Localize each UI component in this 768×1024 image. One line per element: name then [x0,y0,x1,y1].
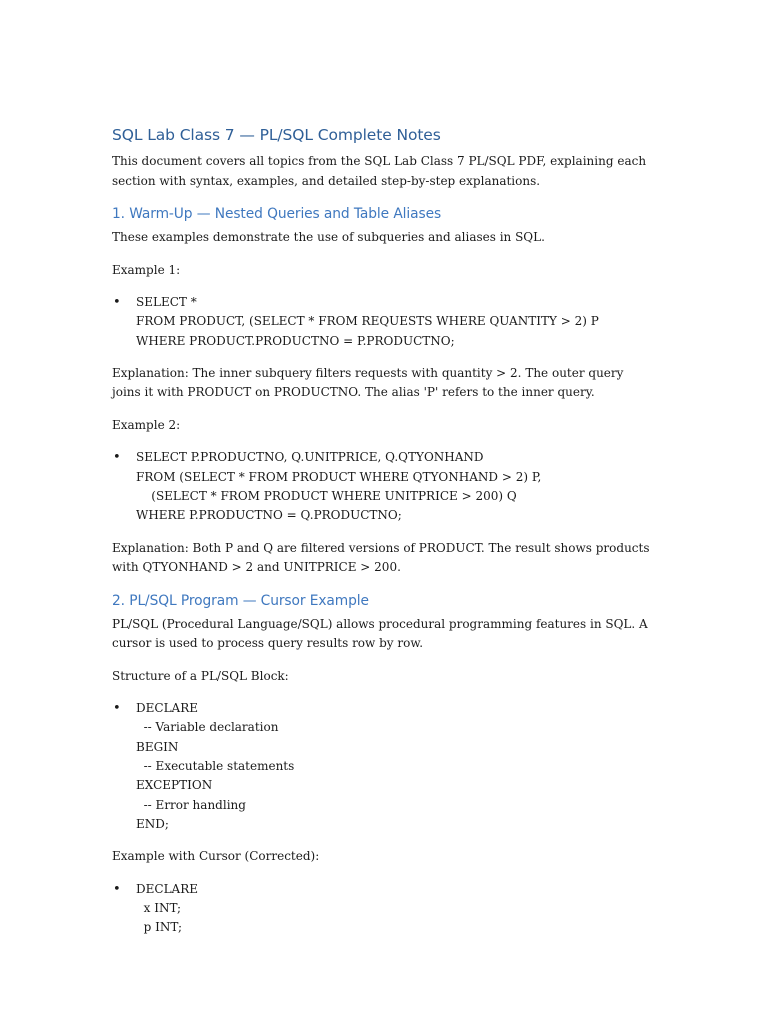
section-2-intro: PL/SQL (Procedural Language/SQL) allows procedural programming features in SQL. A cursor is used to process query results row by row. [112,616,648,651]
intro-paragraph: This document covers all topics from the SQL Lab Class 7 PL/SQL PDF, explaining each section with syntax, examples, and detailed step-by-step explanations. [112,154,647,188]
code-line: p INT; [136,920,182,935]
example-2-label: Example 2: [112,417,181,432]
bullet-icon: • [113,701,121,717]
document-title: SQL Lab Class 7 — PL/SQL Complete Notes [112,126,441,144]
bullet-icon: • [113,450,121,466]
code-line: BEGIN [136,739,179,754]
code-line: DECLARE [136,701,198,716]
code-line: FROM PRODUCT, (SELECT * FROM REQUESTS WHERE QUANTITY > 2) P [136,314,599,329]
bullet-icon: • [113,295,121,310]
code-line: FROM (SELECT * FROM PRODUCT WHERE QTYONHAND > 2) P, [136,469,542,484]
section-1-intro: These examples demonstrate the use of subqueries and aliases in SQL. [112,230,545,244]
code-line: -- Variable declaration [136,720,279,735]
example-2-explanation: Explanation: Both P and Q are filtered versions of PRODUCT. The result shows products with QTYONHAND > 2 and UNITPRICE > 200. [112,540,650,575]
code-line: END; [136,816,169,831]
structure-label: Structure of a PL/SQL Block: [112,668,289,683]
code-line: SELECT P.PRODUCTNO, Q.UNITPRICE, Q.QTYONHAND [136,450,484,465]
bullet-icon: • [113,881,121,897]
cursor-code-bullet [112,880,652,938]
code-line: -- Error handling [136,797,246,812]
code-line: x INT; [136,900,182,915]
code-line: (SELECT * FROM PRODUCT WHERE UNITPRICE > 200) Q [136,488,517,503]
code-line: EXCEPTION [136,778,213,793]
example-1-code-bullet [112,293,652,351]
code-line: WHERE PRODUCT.PRODUCTNO = P.PRODUCTNO; [136,333,455,348]
example-1-label: Example 1: [112,262,181,277]
structure-code-bullet [112,699,652,834]
example-2-code-bullet [112,448,652,525]
section-1-heading: 1. Warm-Up — Nested Queries and Table Aliases [112,206,442,222]
code-line: -- Executable statements [136,758,295,773]
cursor-example-label: Example with Cursor (Corrected): [112,849,320,864]
section-2-heading: 2. PL/SQL Program — Cursor Example [112,592,369,609]
document-page [112,124,652,951]
code-line: DECLARE [136,881,198,896]
code-line: SELECT * [136,295,197,309]
example-1-explanation: Explanation: The inner subquery filters requests with quantity > 2. The outer query joins it with PRODUCT on PRODUCTNO. The alias 'P' refers to the inner query. [112,365,624,400]
code-line: WHERE P.PRODUCTNO = Q.PRODUCTNO; [136,508,402,523]
